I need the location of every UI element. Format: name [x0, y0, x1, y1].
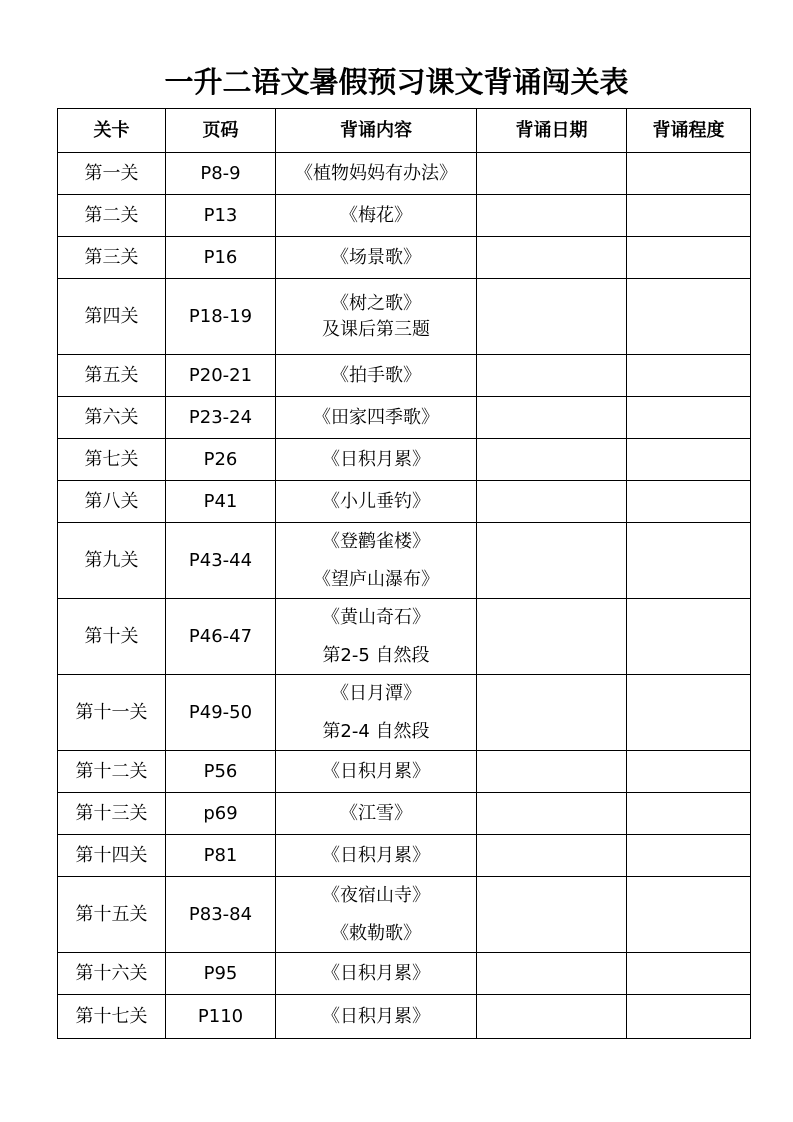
page-title: 一升二语文暑假预习课文背诵闯关表	[164, 65, 629, 99]
page-cell: P20-21	[166, 355, 276, 397]
level-cell: 第十一关	[58, 675, 166, 751]
degree-cell[interactable]	[627, 481, 751, 523]
content-line: 《夜宿山寺》	[322, 884, 430, 906]
degree-cell[interactable]	[627, 675, 751, 751]
content-cell	[276, 397, 477, 439]
table-row	[58, 481, 751, 523]
page-cell: P16	[166, 237, 276, 279]
table-row	[58, 355, 751, 397]
level-cell: 第六关	[58, 397, 166, 439]
header-page: 页码	[166, 109, 276, 153]
page-cell: P18-19	[166, 279, 276, 355]
date-cell[interactable]	[477, 237, 627, 279]
header-degree: 背诵程度	[627, 109, 751, 153]
content-line: 第2-5 自然段	[322, 644, 430, 666]
level-cell: 第二关	[58, 195, 166, 237]
date-cell[interactable]	[477, 751, 627, 793]
page-cell: P13	[166, 195, 276, 237]
content-cell	[276, 751, 477, 793]
content-line: 《日积月累》	[322, 760, 430, 782]
level-cell: 第七关	[58, 439, 166, 481]
level-cell: 第十四关	[58, 835, 166, 877]
degree-cell[interactable]	[627, 995, 751, 1039]
level-cell: 第十六关	[58, 953, 166, 995]
table-row	[58, 523, 751, 599]
content-cell	[276, 355, 477, 397]
page-cell: P81	[166, 835, 276, 877]
date-cell[interactable]	[477, 153, 627, 195]
content-line: 《拍手歌》	[331, 364, 421, 386]
date-cell[interactable]	[477, 523, 627, 599]
table-row	[58, 751, 751, 793]
content-line: 《植物妈妈有办法》	[295, 162, 457, 184]
date-cell[interactable]	[477, 793, 627, 835]
content-line: 《登鹳雀楼》	[322, 530, 430, 552]
degree-cell[interactable]	[627, 237, 751, 279]
level-cell: 第一关	[58, 153, 166, 195]
page-cell: P26	[166, 439, 276, 481]
content-cell	[276, 439, 477, 481]
level-cell: 第三关	[58, 237, 166, 279]
degree-cell[interactable]	[627, 397, 751, 439]
content-cell	[276, 599, 477, 675]
recitation-table	[57, 108, 751, 1039]
page-cell: P41	[166, 481, 276, 523]
content-line: 《树之歌》	[331, 292, 421, 314]
table-row	[58, 279, 751, 355]
degree-cell[interactable]	[627, 835, 751, 877]
date-cell[interactable]	[477, 675, 627, 751]
table-row	[58, 439, 751, 481]
table-row	[58, 793, 751, 835]
date-cell[interactable]	[477, 439, 627, 481]
level-cell: 第十五关	[58, 877, 166, 953]
content-line: 《日月潭》	[331, 682, 421, 704]
degree-cell[interactable]	[627, 439, 751, 481]
table-row	[58, 877, 751, 953]
level-cell: 第十关	[58, 599, 166, 675]
table-row	[58, 835, 751, 877]
level-cell: 第四关	[58, 279, 166, 355]
header-level: 关卡	[58, 109, 166, 153]
content-cell	[276, 995, 477, 1039]
content-line: 《日积月累》	[322, 962, 430, 984]
page-cell: p69	[166, 793, 276, 835]
page-cell: P56	[166, 751, 276, 793]
content-cell	[276, 675, 477, 751]
content-cell	[276, 481, 477, 523]
content-line: 《日积月累》	[322, 448, 430, 470]
content-line: 《日积月累》	[322, 844, 430, 866]
content-line: 《田家四季歌》	[313, 406, 439, 428]
date-cell[interactable]	[477, 397, 627, 439]
table-row	[58, 237, 751, 279]
table-row	[58, 675, 751, 751]
content-cell	[276, 953, 477, 995]
content-cell	[276, 195, 477, 237]
page-cell: P95	[166, 953, 276, 995]
level-cell: 第八关	[58, 481, 166, 523]
page-cell: P8-9	[166, 153, 276, 195]
content-line: 第2-4 自然段	[322, 720, 430, 742]
level-cell: 第五关	[58, 355, 166, 397]
content-cell	[276, 523, 477, 599]
degree-cell[interactable]	[627, 355, 751, 397]
page-cell: P83-84	[166, 877, 276, 953]
date-cell[interactable]	[477, 953, 627, 995]
content-line: 《梅花》	[340, 204, 412, 226]
degree-cell[interactable]	[627, 751, 751, 793]
page-cell: P46-47	[166, 599, 276, 675]
degree-cell[interactable]	[627, 953, 751, 995]
content-line: 《日积月累》	[322, 1005, 430, 1027]
header-content: 背诵内容	[276, 109, 477, 153]
table-row	[58, 953, 751, 995]
degree-cell[interactable]	[627, 793, 751, 835]
table-row	[58, 599, 751, 675]
date-cell[interactable]	[477, 195, 627, 237]
content-cell	[276, 793, 477, 835]
date-cell[interactable]	[477, 995, 627, 1039]
content-cell	[276, 153, 477, 195]
degree-cell[interactable]	[627, 523, 751, 599]
degree-cell[interactable]	[627, 599, 751, 675]
header-date: 背诵日期	[477, 109, 627, 153]
page-cell: P110	[166, 995, 276, 1039]
degree-cell[interactable]	[627, 279, 751, 355]
level-cell: 第十三关	[58, 793, 166, 835]
table-row	[58, 195, 751, 237]
degree-cell[interactable]	[627, 195, 751, 237]
content-line: 《场景歌》	[331, 246, 421, 268]
page-cell: P49-50	[166, 675, 276, 751]
content-line: 《小儿垂钓》	[322, 490, 430, 512]
page-cell: P23-24	[166, 397, 276, 439]
table-header-row	[58, 109, 751, 153]
date-cell[interactable]	[477, 481, 627, 523]
content-cell	[276, 877, 477, 953]
date-cell[interactable]	[477, 599, 627, 675]
table-row	[58, 995, 751, 1039]
table-row	[58, 397, 751, 439]
content-line: 《江雪》	[340, 802, 412, 824]
degree-cell[interactable]	[627, 153, 751, 195]
date-cell[interactable]	[477, 835, 627, 877]
level-cell: 第十二关	[58, 751, 166, 793]
content-cell	[276, 279, 477, 355]
date-cell[interactable]	[477, 355, 627, 397]
date-cell[interactable]	[477, 279, 627, 355]
level-cell: 第九关	[58, 523, 166, 599]
page-cell: P43-44	[166, 523, 276, 599]
date-cell[interactable]	[477, 877, 627, 953]
content-line: 《黄山奇石》	[322, 606, 430, 628]
content-cell	[276, 835, 477, 877]
degree-cell[interactable]	[627, 877, 751, 953]
content-line: 及课后第三题	[322, 318, 430, 340]
content-line: 《望庐山瀑布》	[313, 568, 439, 590]
level-cell: 第十七关	[58, 995, 166, 1039]
content-line: 《敕勒歌》	[331, 922, 421, 944]
table-row	[58, 153, 751, 195]
content-cell	[276, 237, 477, 279]
table-body	[58, 153, 751, 1039]
